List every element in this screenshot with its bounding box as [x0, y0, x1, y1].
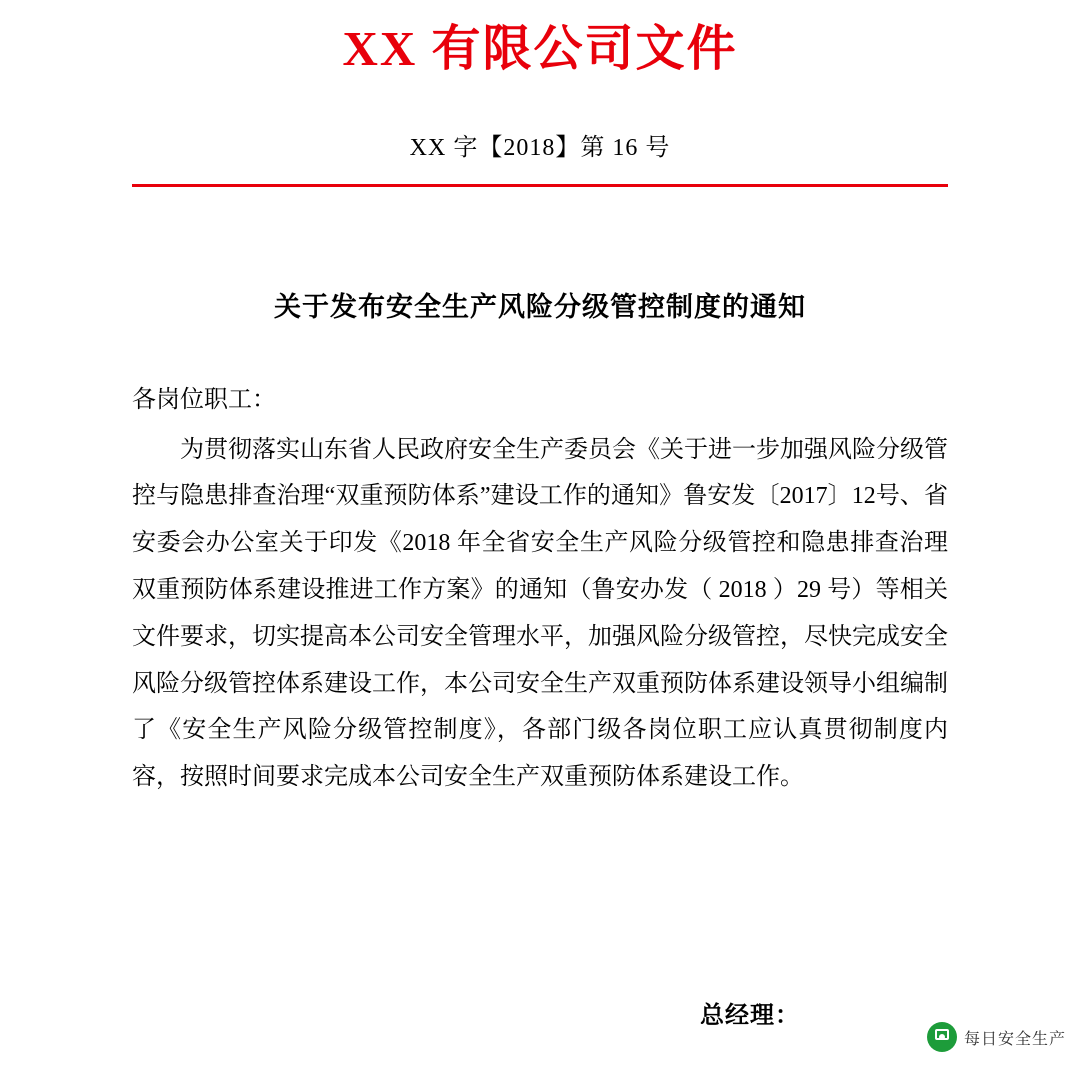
page-title: 关于发布安全生产风险分级管控制度的通知: [274, 291, 806, 322]
camera-badge-icon: [927, 1022, 957, 1052]
company-document-title: XX 有限公司文件: [342, 21, 738, 76]
document-masthead: [0, 0, 1080, 79]
body-paragraph: 为贯彻落实山东省人民政府安全生产委员会《关于进一步加强风险分级管控与隐患排查治理“双重预防体系”建设工作的通知》鲁安发〔2017〕12号、省安委会办公室关于印发《2018 年全省安全生产风险分级管控和隐患排查治理双重预防体系建设推进工作方案》的通知（鲁安办发（ 2018 ）29 号）等相关文件要求，切实提高本公司安全管理水平，加强风险分级管控，尽快完成安全风险分级管控体系建设工作，本公司安全生产双重预防体系建设领导小组编制了《安全生产风险分级管控制度》，各部门级各岗位职工应认真贯彻制度内容，按照时间要求完成本公司安全生产双重预防体系建设工作。: [132, 436, 948, 791]
document-number: XX 字【2018】第 16 号: [409, 134, 671, 161]
red-divider-rule: [132, 184, 948, 187]
signature-label: 总经理：: [700, 1003, 800, 1029]
watermark-badge: [927, 1022, 1066, 1052]
document-body: [132, 386, 948, 801]
watermark-label: 每日安全生产: [963, 1030, 1066, 1048]
salutation: 各岗位职工：: [132, 386, 276, 413]
